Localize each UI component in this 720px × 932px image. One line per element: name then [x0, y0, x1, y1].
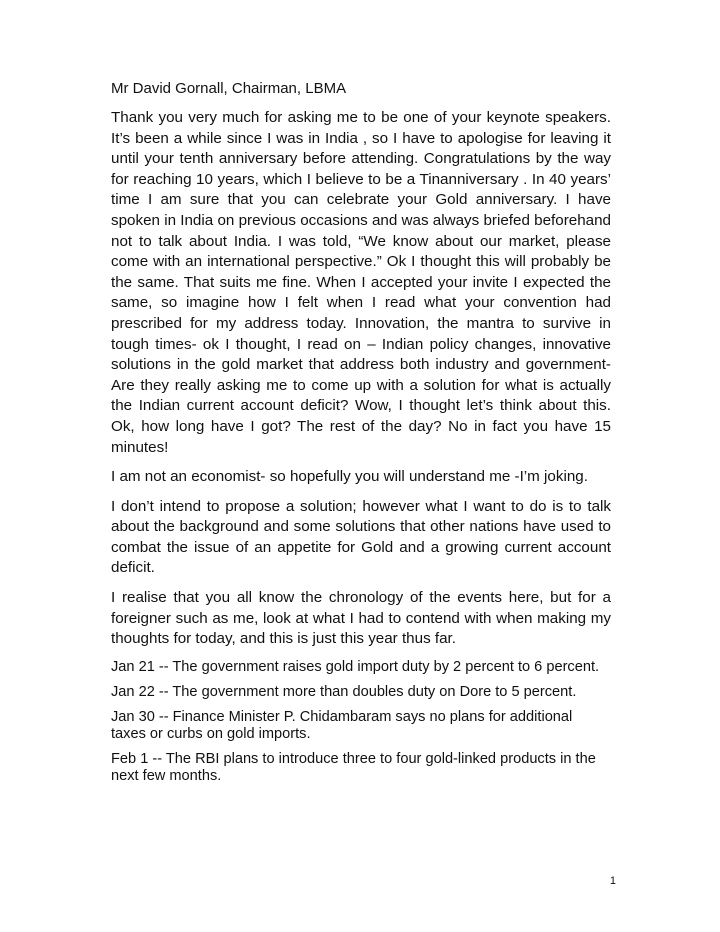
paragraph-background: I don’t intend to propose a solution; however what I want to do is to talk about the background and some solutions that other nations have used to combat the issue of an appetite for Gold and a growing current account deficit.	[111, 497, 611, 577]
chronology-item: Jan 30 -- Finance Minister P. Chidambaram says no plans for additional taxes or curbs on gold imports.	[111, 708, 573, 742]
document-body	[111, 78, 611, 793]
page-number: 1	[609, 875, 616, 887]
paragraph-economist: I am not an economist- so hopefully you will understand me -I’m joking.	[111, 468, 588, 486]
paragraph-chronology-intro: I realise that you all know the chronology of the events here, but for a foreigner such as me, look at what I had to contend with when making my thoughts for today, and this is just this year thus far.	[111, 589, 611, 648]
chronology-item: Jan 22 -- The government more than doubles duty on Dore to 5 percent.	[111, 683, 577, 700]
chronology-item: Feb 1 -- The RBI plans to introduce three to four gold-linked products in the next few months.	[111, 750, 596, 784]
paragraph-intro: Thank you very much for asking me to be one of your keynote speakers. It’s been a while since I was in India , so I have to apologise for leaving it until your tenth anniversary before attending. Congratulations by the way for reaching 10 years, which I believe to be a Tinanniversary . In 40 years’ time I am sure that you can celebrate your Gold anniversary. I have spoken in India on previous occasions and was always briefed beforehand not to talk about India. I was told, “We know about our market, please come with an international perspective.” Ok I thought this will probably be the same. That suits me fine. When I accepted your invite I expected the same, so imagine how I felt when I read what your convention had prescribed for my address today. Innovation, the mantra to survive in tough times- ok I thought, I read on – Indian policy changes, innovative solutions in the gold market that address both industry and government- Are they really asking me to come up with a solution for what is actually the Indian current account deficit? Wow, I thought let’s think about this. Ok, how long have I got? The rest of the day? No in fact you have 15 minutes!	[111, 109, 611, 456]
chronology-item: Jan 21 -- The government raises gold import duty by 2 percent to 6 percent.	[111, 658, 600, 675]
speaker-heading: Mr David Gornall, Chairman, LBMA	[111, 80, 347, 97]
chronology-list	[111, 659, 611, 785]
